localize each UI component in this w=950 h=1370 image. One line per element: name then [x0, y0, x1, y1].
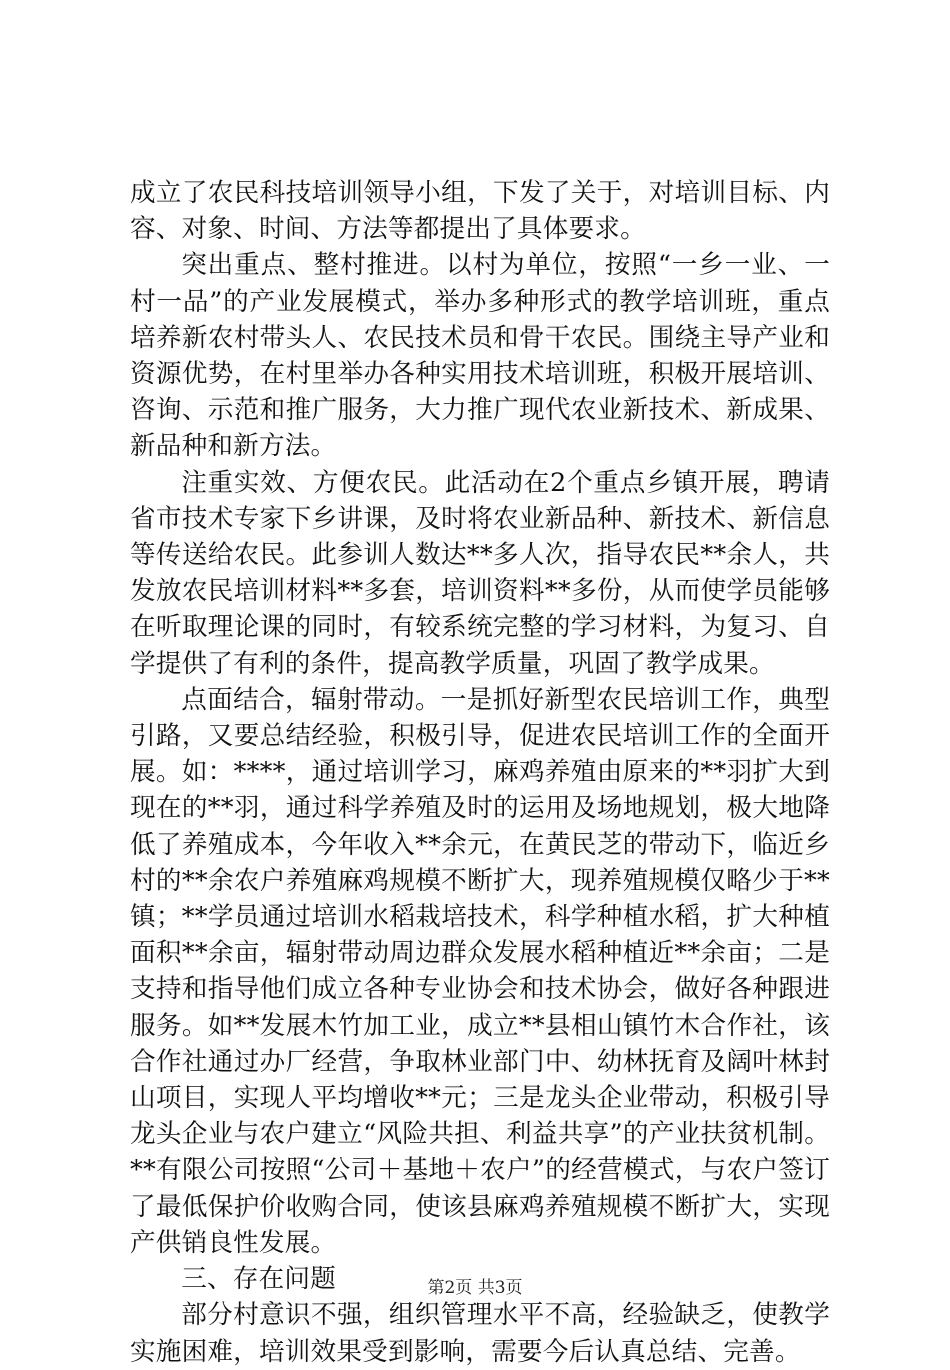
paragraph-focus-villages: 突出重点、整村推进。以村为单位，按照“一乡一业、一村一品”的产业发展模式，举办多种形式的教学培训班，重点培养新农村带头人、农民技术员和骨干农民。围绕主导产业和资源优势，在村里举办各种实用技术培训班，积极开展培训、咨询、示范和推广服务，大力推广现代农业新技术、新成果、新品种和新方法。 [130, 250, 830, 462]
document-body [130, 175, 830, 1370]
paragraph-continuation: 成立了农民科技培训领导小组，下发了关于，对培训目标、内容、对象、时间、方法等都提出了具体要求。 [130, 178, 830, 245]
paragraph-radiation-drive: 点面结合，辐射带动。一是抓好新型农民培训工作，典型引路，又要总结经验，积极引导，促进农民培训工作的全面开展。如：****，通过培训学习，麻鸡养殖由原来的**羽扩大到现在的**羽，通过科学养殖及时的运用及场地规划，极大地降低了养殖成本，今年收入**余元，在黄民芝的带动下，临近乡村的**余农户养殖麻鸡规模不断扩大，现养殖规模仅略少于**镇；**学员通过培训水稻栽培技术，科学种植水稻，扩大种植面积**余亩，辐射带动周边群众发展水稻种植近**余亩；二是支持和指导他们成立各种专业协会和技术协会，做好各种跟进服务。如**发展木竹加工业，成立**县相山镇竹木合作社，该合作社通过办厂经营，争取林业部门中、幼林抚育及阔叶林封山项目，实现人平均增收**元；三是龙头企业带动，积极引导龙头企业与农户建立“风险共担、利益共享”的产业扶贫机制。**有限公司按照“公司＋基地＋农户”的经营模式，与农户签订了最低保护价收购合同，使该县麻鸡养殖规模不断扩大，实现产供销良性发展。 [130, 684, 830, 1258]
section-heading: 三、存在问题 [181, 1264, 336, 1295]
page-number-footer: 第2页 共3页 [427, 1278, 523, 1298]
paragraph-practical-results: 注重实效、方便农民。此活动在2个重点乡镇开展，聘请省市技术专家下乡讲课，及时将农业新品种、新技术、新信息等传送给农民。此参训人数达**多人次，指导农民**余人，共发放农民培训材料**多套，培训资料**多份，从而使学员能够在听取理论课的同时，有较系统完整的学习材料，为复习、自学提供了有利的条件，提高教学质量，巩固了教学成果。 [130, 467, 830, 679]
paragraph-existing-problems: 部分村意识不强，组织管理水平不高，经验缺乏，使教学实施困难，培训效果受到影响，需要今后认真总结、完善。 [130, 1300, 830, 1367]
